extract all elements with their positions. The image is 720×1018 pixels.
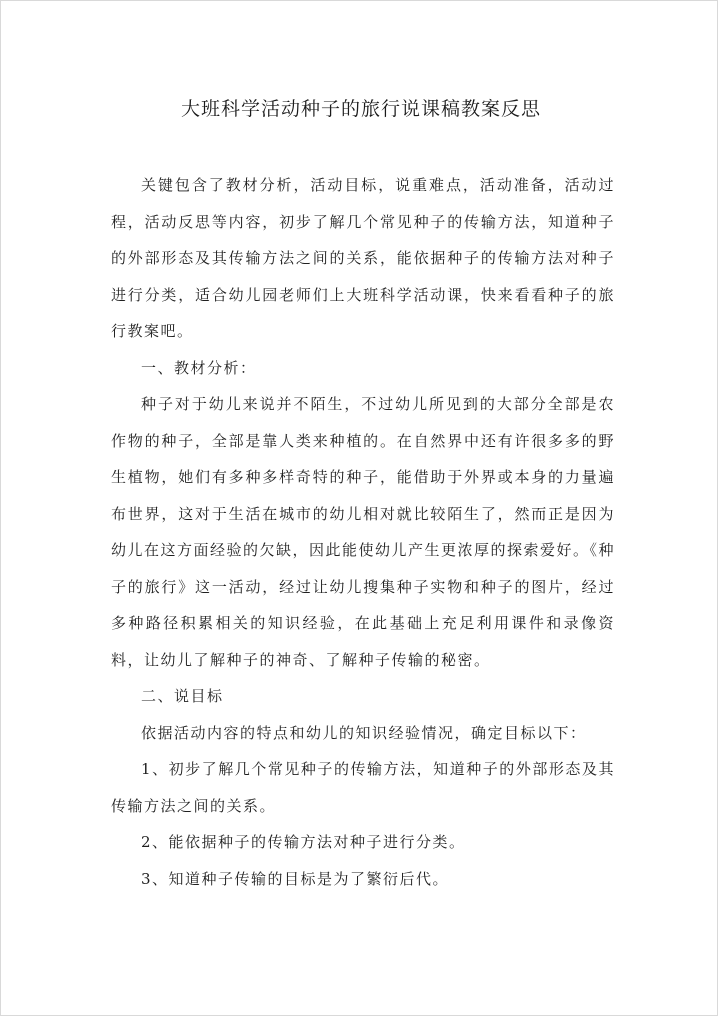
goal-item-2: 2、能依据种子的传输方法对种子进行分类。 — [141, 833, 466, 851]
document-title: 大班科学活动种子的旅行说课稿教案反思 — [180, 98, 541, 120]
paragraph-intro: 关键包含了教材分析，活动目标，说重难点，活动准备，活动过程，活动反思等内容，初步了解几个常见种子的传输方法，知道种子的外部形态及其传输方法之间的关系，能依据种子的传输方法对种子进行分类，适合幼儿园老师们上大班科学活动课，快来看看种子的旅行教案吧。 — [111, 176, 615, 340]
goal-item-3: 3、知道种子传输的目标是为了繁衍后代。 — [141, 869, 450, 888]
paragraph-material-analysis: 种子对于幼儿来说并不陌生，不过幼儿所见到的大部分全部是农作物的种子，全部是靠人类来种植的。在自然界中还有许很多多的野生植物，她们有多种多样奇特的种子，能借助于外界或本身的力量遍布世界，这对于生活在城市的幼儿相对就比较陌生了，然而正是因为幼儿在这方面经验的欠缺，因此能使幼儿产生更浓厚的探索爱好。《种子的旅行》这一活动，经过让幼儿搜集种子实物和种子的图片，经过多种路径积累相关的知识经验，在此基础上充足利用课件和录像资料，让幼儿了解种子的神奇、了解种子传输的秘密。 — [111, 395, 616, 669]
goal-item-1: 1、初步了解几个常见种子的传输方法，知道种子的外部形态及其传输方法之间的关系。 — [111, 760, 615, 815]
paragraph-goals-intro: 依据活动内容的特点和幼儿的知识经验情况，确定目标以下： — [141, 723, 587, 742]
section-heading-material-analysis: 一、教材分析： — [141, 358, 257, 377]
section-heading-goals: 二、说目标 — [141, 687, 224, 705]
document-body — [111, 167, 615, 897]
